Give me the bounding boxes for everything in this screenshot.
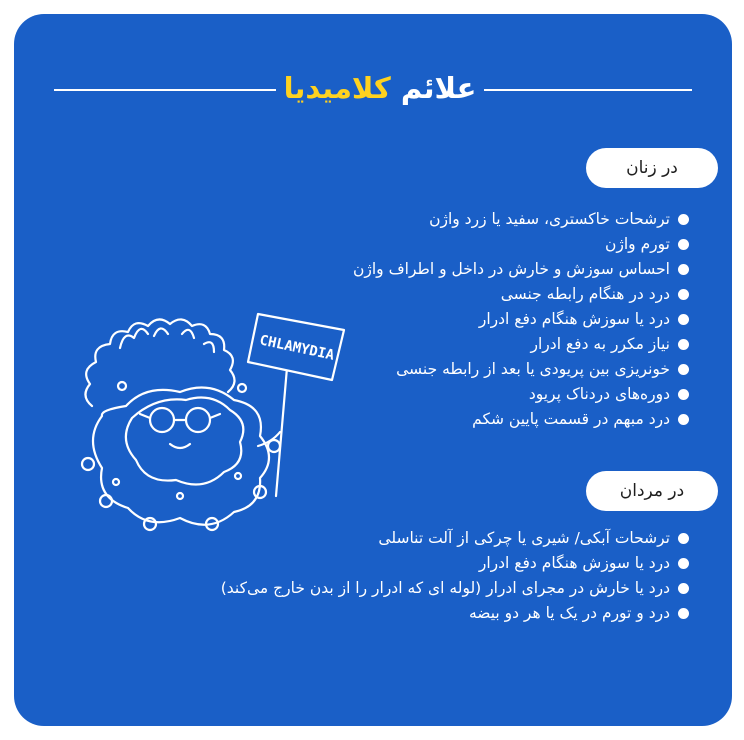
bullet-icon <box>678 339 689 350</box>
bullet-icon <box>678 314 689 325</box>
symptom-text: درد یا خارش در مجرای ادرار (لوله ای که ادرار را از بدن خارج می‌کند) <box>220 579 670 597</box>
symptom-text: احساس سوزش و خارش در داخل و اطراف واژن <box>352 260 670 278</box>
symptom-text: درد و تورم در یک یا هر دو بیضه <box>468 604 670 622</box>
bullet-icon <box>678 214 689 225</box>
symptom-text: نیاز مکرر به دفع ادرار <box>530 335 670 353</box>
symptom-text: درد مبهم در قسمت پایین شکم <box>472 410 670 428</box>
bullet-icon <box>678 583 689 594</box>
symptom-text: تورم واژن <box>605 235 670 253</box>
page-title <box>276 68 484 108</box>
bullet-icon <box>678 414 689 425</box>
sign-label: CHLAMYDIA <box>258 332 336 364</box>
bullet-icon <box>678 239 689 250</box>
bullet-icon <box>678 533 689 544</box>
list-item <box>132 576 692 601</box>
symptom-text: خونریزی بین پریودی یا بعد از رابطه جنسی <box>396 360 670 378</box>
bullet-icon <box>678 364 689 375</box>
list-item <box>312 207 692 232</box>
bullet-icon <box>678 558 689 569</box>
bullet-icon <box>678 389 689 400</box>
title-row <box>14 68 732 108</box>
title-divider-left <box>54 89 276 91</box>
symptom-text: درد در هنگام رابطه جنسی <box>500 285 670 303</box>
symptom-text: درد یا سوزش هنگام دفع ادرار <box>478 310 670 328</box>
symptom-text: دوره‌های دردناک پریود <box>528 385 670 403</box>
list-item <box>132 601 692 626</box>
symptom-text: درد یا سوزش هنگام دفع ادرار <box>478 554 670 572</box>
title-divider-right <box>484 89 692 91</box>
symptom-text: ترشحات خاکستری، سفید یا زرد واژن <box>429 210 670 228</box>
title-white-part: علائم <box>400 71 477 105</box>
bullet-icon <box>678 289 689 300</box>
bullet-icon <box>678 608 689 619</box>
list-item <box>132 551 692 576</box>
chlamydia-mascot-illustration <box>62 296 392 546</box>
title-yellow-part: کلامیدیا <box>283 71 391 105</box>
women-section-label: در زنان <box>586 148 718 188</box>
bullet-icon <box>678 264 689 275</box>
list-item <box>312 232 692 257</box>
symptom-text: ترشحات آبکی/ شیری یا چرکی از آلت تناسلی <box>378 529 670 547</box>
infographic-card <box>14 14 732 726</box>
list-item <box>312 257 692 282</box>
men-section-label: در مردان <box>586 471 718 511</box>
